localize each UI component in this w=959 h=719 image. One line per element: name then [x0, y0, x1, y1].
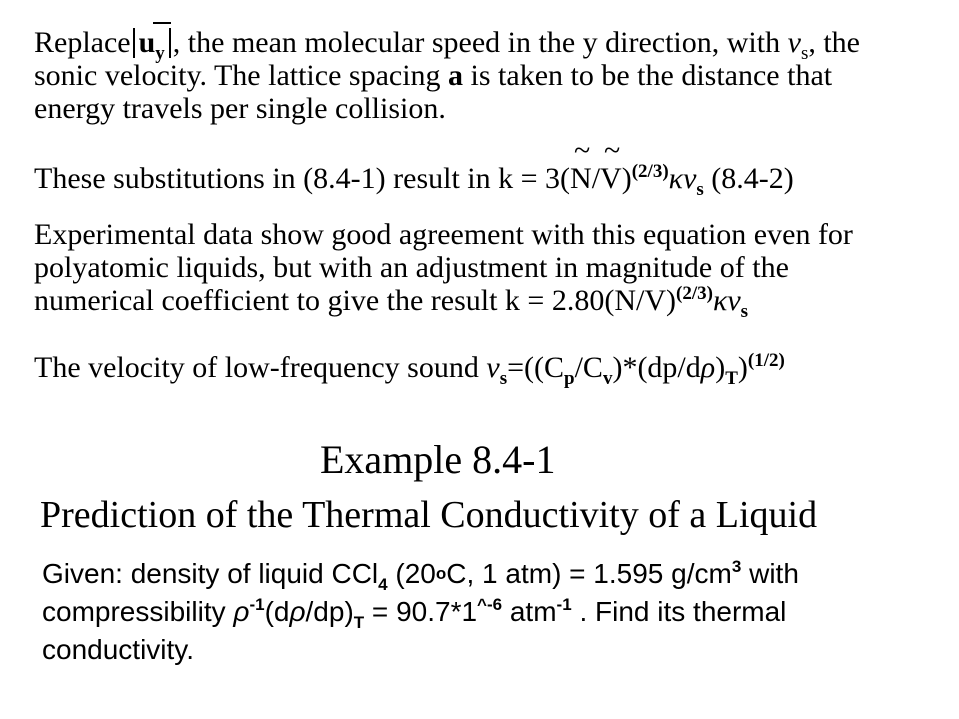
- paren-close: ): [621, 162, 632, 195]
- eq-part-2: /C: [574, 351, 603, 384]
- symbol-V: V: [600, 162, 622, 195]
- sub-s: s: [499, 368, 508, 389]
- degree-o: o: [435, 564, 447, 583]
- sub-s: s: [800, 43, 809, 64]
- text-given-density: Given: density of liquid CCl: [42, 558, 379, 589]
- text-find: . Find its thermal: [571, 596, 787, 627]
- symbol-kappa: κ: [712, 284, 728, 317]
- text-dp: /dp): [305, 596, 354, 627]
- sup-atm-minus-1: -1: [556, 595, 572, 614]
- overbar: [153, 22, 171, 24]
- symbol-u: u: [138, 26, 156, 59]
- symbol-v: v: [486, 351, 500, 384]
- sup-minus-6: ^-6: [477, 595, 503, 614]
- abs-mean-speed-symbol: [133, 26, 171, 64]
- exponent-1-2: (1/2): [747, 350, 785, 371]
- text-mean-speed: , the mean molecular speed in the y direction, with: [172, 26, 788, 59]
- symbol-v: v: [683, 162, 697, 195]
- text-coefficient-result: numerical coefficient to give the result k = 2.80(N/V): [34, 284, 676, 317]
- text-atm: atm: [502, 596, 557, 627]
- sub-y: y: [155, 43, 165, 64]
- symbol-a: a: [448, 59, 464, 92]
- symbol-kappa: κ: [668, 162, 684, 195]
- p3-line3: [34, 283, 853, 322]
- sub-T: T: [353, 613, 365, 632]
- text-density-value: C, 1 atm) = 1.595 g/cm: [446, 558, 732, 589]
- given-line2: [42, 593, 799, 631]
- paragraph-experimental-data: [34, 218, 853, 322]
- given-line3: conductivity.: [42, 634, 194, 665]
- text-with: with: [741, 558, 799, 589]
- sup-3: 3: [731, 557, 742, 576]
- eq-part-4: ): [715, 351, 726, 384]
- text-lattice-distance: is taken to be the distance that: [463, 59, 833, 92]
- symbol-N: N: [570, 162, 592, 195]
- sub-4: 4: [378, 575, 388, 594]
- p3-line2: polyatomic liquids, but with an adjustment in magnitude of the: [34, 251, 789, 284]
- example-title: Example 8.4-1: [320, 437, 556, 482]
- example-subtitle: Prediction of the Thermal Conductivity of a Liquid: [40, 494, 818, 536]
- eq-part-5: ): [737, 351, 748, 384]
- exponent-2-3: (2/3): [676, 283, 713, 304]
- text-20: (20: [387, 558, 436, 589]
- text-the: , the: [808, 26, 860, 59]
- paragraph-substitutions: [34, 161, 794, 200]
- text-velocity-sound: The velocity of low-frequency sound: [34, 351, 487, 384]
- slash: /: [591, 162, 601, 195]
- given-line1: [42, 555, 799, 593]
- eq-part-3: )*(dp/d: [612, 351, 701, 384]
- sup-minus-1: -1: [249, 595, 265, 614]
- text-sonic-velocity: sonic velocity. The lattice spacing: [34, 59, 449, 92]
- paragraph-speed-replacement: [34, 26, 860, 125]
- symbol-rho: ρ: [700, 351, 716, 384]
- p1-line3: energy travels per single collision.: [34, 92, 446, 125]
- sub-p: p: [564, 368, 575, 389]
- text-d: (d: [264, 596, 290, 627]
- symbol-v: v: [727, 284, 741, 317]
- p3-line1: Experimental data show good agreement with this equation even for: [34, 218, 853, 251]
- text-compressibility: compressibility: [42, 596, 234, 627]
- equation-number: (8.4-2): [703, 162, 794, 195]
- symbol-rho: ρ: [233, 596, 250, 627]
- text-value: = 90.7*1: [364, 596, 478, 627]
- sub-v: v: [602, 368, 613, 389]
- text-substitutions: These substitutions in (8.4-1) result in k = 3(: [34, 162, 571, 195]
- sub-T: T: [725, 368, 738, 389]
- sub-s: s: [696, 179, 704, 200]
- given-block: [42, 555, 799, 669]
- text-replace: Replace: [34, 26, 131, 59]
- tilde-V: [600, 162, 622, 195]
- symbol-rho-2: ρ: [289, 596, 306, 627]
- tilde-N: [570, 162, 592, 195]
- p1-line1: [34, 26, 860, 64]
- exponent-2-3: (2/3): [631, 161, 669, 182]
- eq-part-1: =((C: [507, 351, 565, 384]
- paragraph-sound-velocity: [34, 350, 785, 389]
- sub-s: s: [740, 301, 749, 322]
- symbol-v: v: [787, 26, 801, 59]
